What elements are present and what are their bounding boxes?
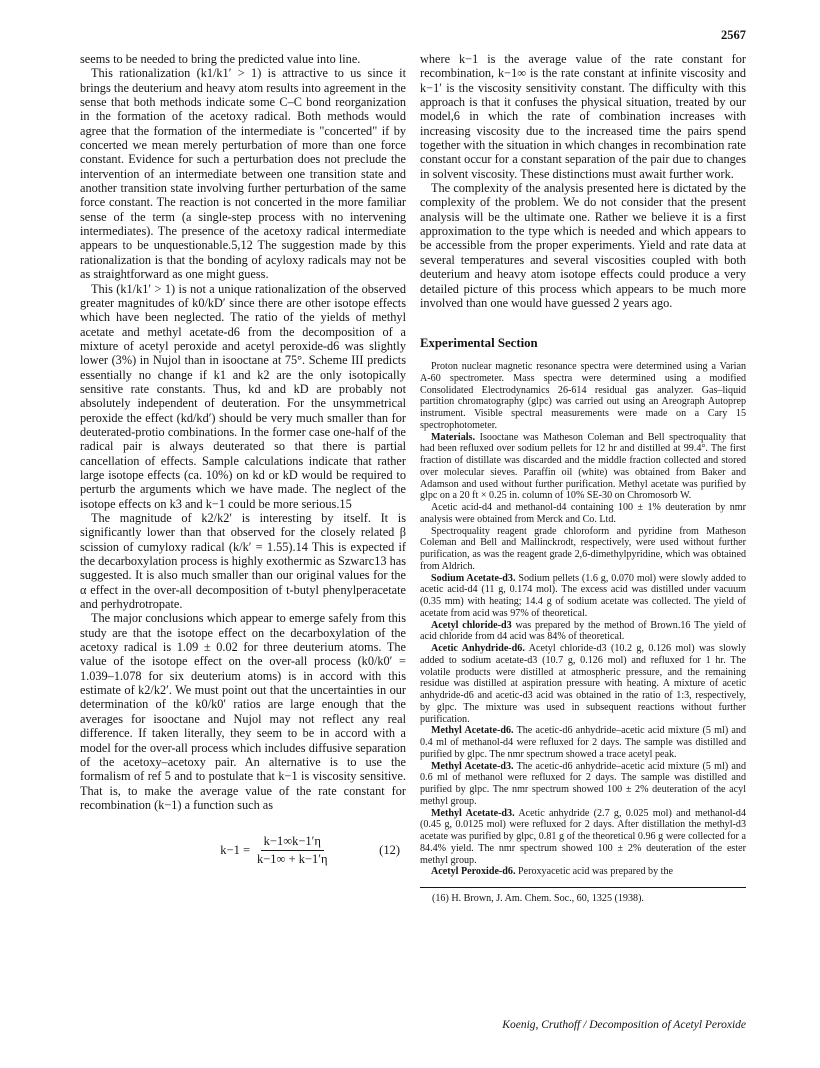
experimental-paragraph xyxy=(420,620,746,644)
experimental-text: The acetic-d6 anhydride–acetic acid mixture (5 ml) and 0.6 ml of methanol were refluxed for 2 days. The sample was distilled and purified by glpc. The nmr spectrum showed 100 ± 2% deuteration of the acyl methyl group. xyxy=(420,760,746,807)
experimental-paragraph xyxy=(420,361,746,432)
experimental-paragraph xyxy=(420,573,746,620)
run-in-heading: Methyl Acetate-d6. xyxy=(431,725,514,737)
equation-fraction xyxy=(254,834,331,867)
experimental-text: Proton nuclear magnetic resonance spectra were determined using a Varian A-60 spectrometer. Mass spectra were determined using a modified Consolidated Electrodynamics 26-614 residual gas analyzer. Gas–liquid partition chromatography (glpc) was carried out using an Areograph Autoprep instrument. Visible spectral measurements were made on a Cary 15 spectrophotometer. xyxy=(420,361,746,431)
experimental-text: Peroxyacetic acid was prepared by the xyxy=(518,866,673,878)
page-number: 2567 xyxy=(721,28,746,42)
right-column xyxy=(420,52,746,905)
equation-number: (12) xyxy=(379,843,400,858)
experimental-paragraph xyxy=(420,432,746,503)
section-heading: Experimental Section xyxy=(420,336,538,351)
experimental-paragraph xyxy=(420,502,746,526)
running-footer: Koenig, Cruthoff / Decomposition of Acetyl Peroxide xyxy=(502,1019,746,1031)
experimental-section xyxy=(420,361,746,878)
run-in-heading: Acetyl Peroxide-d6. xyxy=(431,866,516,878)
experimental-text: Sodium pellets (1.6 g, 0.070 mol) were slowly added to acetic acid-d4 (11 g, 0.174 mol). The excess acid was distilled under vacuum (0.35 mm) with heating; 14.4 g of sodium acetate was collected. The yield of acetate from acid was 97% of theoretical. xyxy=(420,572,746,619)
experimental-paragraph xyxy=(420,526,746,573)
left-column xyxy=(80,52,406,867)
paragraph: This rationalization (k1/k1′ > 1) is attractive to us since it brings the deuterium and heavy atom results into agreement in the sense that both methods indicate some C–C bond reorganization in the formation of the acetoxy radical. Both methods would agree that the formation of the intermediate is "concerted" if by concerted we mean merely perturbation of more than one force constant. Evidence for such a perturbation does not preclude the intervention of an intermediate between one transition state and another transition state involving further perturbation of the same force constant. The reaction is not concerted in the more familiar sense of the term (a single-step process with no intervening intermediates). The presence of the acetoxy radical intermediate appears to be unquestionable.5,12 The suggestion made by this rationalization is that the bonding of acyloxy radicals may not be as straightforward as one might guess. xyxy=(80,66,406,282)
run-in-heading: Acetic Anhydride-d6. xyxy=(431,643,525,655)
experimental-text: was prepared by the method of Brown.16 The yield of acid chloride from d4 acid was 84% of theoretical. xyxy=(420,619,746,643)
run-in-heading: Methyl Acetate-d3. xyxy=(431,760,514,772)
run-in-heading: Materials. xyxy=(431,431,476,443)
run-in-heading: Acetyl chloride-d3 xyxy=(431,619,512,631)
experimental-text: Acetic anhydride (2.7 g, 0.025 mol) and methanol-d4 (0.45 g, 0.0125 mol) were refluxed for 2 days. After distillation the methyl-d3 acetate was purified by glpc, 0.81 g of the theoretical 0.96 g were collected for a 84.4% yield. The nmr spectrum showed 100 ± 2% deuteration of the ester methyl group. xyxy=(420,807,746,866)
equation-denominator: k−1∞ + k−1′η xyxy=(257,852,328,867)
experimental-paragraph xyxy=(420,761,746,808)
experimental-text: Acetic acid-d4 and methanol-d4 containing 100 ± 1% deuteration by nmr analysis were obtained from Merck and Co. Ltd. xyxy=(420,502,746,525)
equation-12 xyxy=(80,834,406,867)
paragraph: where k−1 is the average value of the rate constant for recombination, k−1∞ is the rate constant at infinite viscosity and k−1′ is the viscosity sensitivity constant. The difficulty with this approach is that it confuses the physical situation, treated by our model,6 in which the rate of combination increases with increasing viscosity due to the increased time the pairs spend together with the situation in which changes in recombination rate constant occur for a constant separation of the pair due to changes in solvent viscosity. These distinctions must await further work. xyxy=(420,52,746,181)
paragraph: This (k1/k1′ > 1) is not a unique rationalization of the observed greater magnitudes of k0/kD′ since there are other isotope effects which have been neglected. The ratio of the yields of methyl acetate and methyl acetate-d6 from the decomposition of a mixture of acetyl peroxide and acetyl peroxide-d6 was slightly lower (3%) in Nujol than in isooctane at 75°. Scheme III predicts essentially no change if k1 and k2 are the only isotopically sensitive rate constants. Thus, kd and kD are probably not absolutely independent of deuteration. For the unsymmetrical peroxide the effect (kd/kd′) should be very much smaller than for deuterated-protio combinations. In the former case one-half of the radical pair is always deuterated so that there is partial cancellation of effects. Sample calculations indicate that rather large isotope effects (ca. 10%) on kd or kD would be required to perturb the arguments which we have made. The neglect of the isotope effects on k3 and k−1 could be more serious.15 xyxy=(80,281,406,511)
paragraph: seems to be needed to bring the predicted value into line. xyxy=(80,52,361,66)
experimental-text: Isooctane was Matheson Coleman and Bell spectroquality that had been refluxed over sodium pellets for 12 hr and distilled at 99.4°. The first fraction of distillate was discarded and the middle fraction collected and stored over molecular sieves. Paraffin oil (white) was obtained from Baker and Adamson and used without further purification. Methyl acetate was purified by glpc on a 20 ft × 0.25 in. column of 10% SE-30 on Chromosorb W. xyxy=(420,431,747,502)
run-in-heading: Sodium Acetate-d3. xyxy=(431,572,516,584)
footnote-divider xyxy=(420,887,746,888)
experimental-text: Spectroquality reagent grade chloroform and pyridine from Matheson Coleman and Bell and Mallinckrodt, respectively, were used without further purification, as was the reagent grade 2,6-dimethylpyridine, which was obtained from Aldrich. xyxy=(420,525,746,572)
experimental-text: The acetic-d6 anhydride–acetic acid mixture (5 ml) and 0.4 ml of methanol-d4 were refluxed for 2 days. The sample was distilled and purified by glpc. The nmr spectrum showed a trace acetyl peak. xyxy=(420,725,746,760)
run-in-heading: Methyl Acetate-d3. xyxy=(431,807,515,819)
paragraph: The magnitude of k2/k2′ is interesting by itself. It is significantly lower than that observed for the closely related β scission of cumyloxy radical (k/k′ = 1.55).14 This is expected if the decarboxylation process is highly exothermic as Szwarc13 has suggested. It is also much smaller than our original values for the α effect in the over-all decomposition of t-butyl phenylperacetate and perhydrotropate. xyxy=(80,511,406,612)
paragraph: The major conclusions which appear to emerge safely from this study are that the isotope effect on the decarboxylation of the acetoxy radical is 1.09 ± 0.02 for three deuterium atoms. The value of the isotope effect on the over-all process (k0/k0′ = 1.039–1.078 for six deuterium atoms) is in accord with this estimate of k2/k2′. We must point out that the uncertainties in our determination of the k0/k0′ ratios are large enough that the averages for isooctane and Nujol may not reflect any real difference. If taken literally, they seem to be in accord with a model for the over-all process which includes diffusive separation of the acetoxy–acetoxy pair. An alternative is to use the formalism of ref 5 and to postulate that k−1 is viscosity sensitive. That is, to make the average value of the rate constant for recombination (k−1) a function such as xyxy=(80,611,406,812)
experimental-paragraph xyxy=(420,808,746,867)
experimental-paragraph xyxy=(420,866,746,878)
equation-lhs: k−1 = xyxy=(220,843,250,858)
equation-numerator: k−1∞k−1′η xyxy=(261,834,324,851)
experimental-text: Acetyl chloride-d3 (10.2 g, 0.126 mol) was slowly added to sodium acetate-d3 (10.7 g, 0.126 mol) and refluxed for 1 hr. The volatile products were distilled at atmospheric pressure, and the remaining residue was distilled at aspiration pressure with heating. A mixture of acetic anhydride-d6 and acetic-d3 acid was obtained in the ratio of 1:3, respectively, by glpc. The mixture was used in subsequent reactions without further purification. xyxy=(420,643,746,725)
paragraph: The complexity of the analysis presented here is dictated by the complexity of the problem. We do not consider that the present analysis will be the ultimate one. Rather we believe it is a first approximation to the type which is needed and which appears to be accessible from the proper experiments. Yield and rate data at several temperatures and several viscosities coupled with both deuterium and heavy atom isotope effects could produce a very detailed picture of this process which appears to be much more involved than one would have guessed 2 years ago. xyxy=(420,181,746,310)
footnote: (16) H. Brown, J. Am. Chem. Soc., 60, 1325 (1938). xyxy=(432,893,644,905)
experimental-paragraph xyxy=(420,643,746,725)
experimental-paragraph xyxy=(420,725,746,760)
